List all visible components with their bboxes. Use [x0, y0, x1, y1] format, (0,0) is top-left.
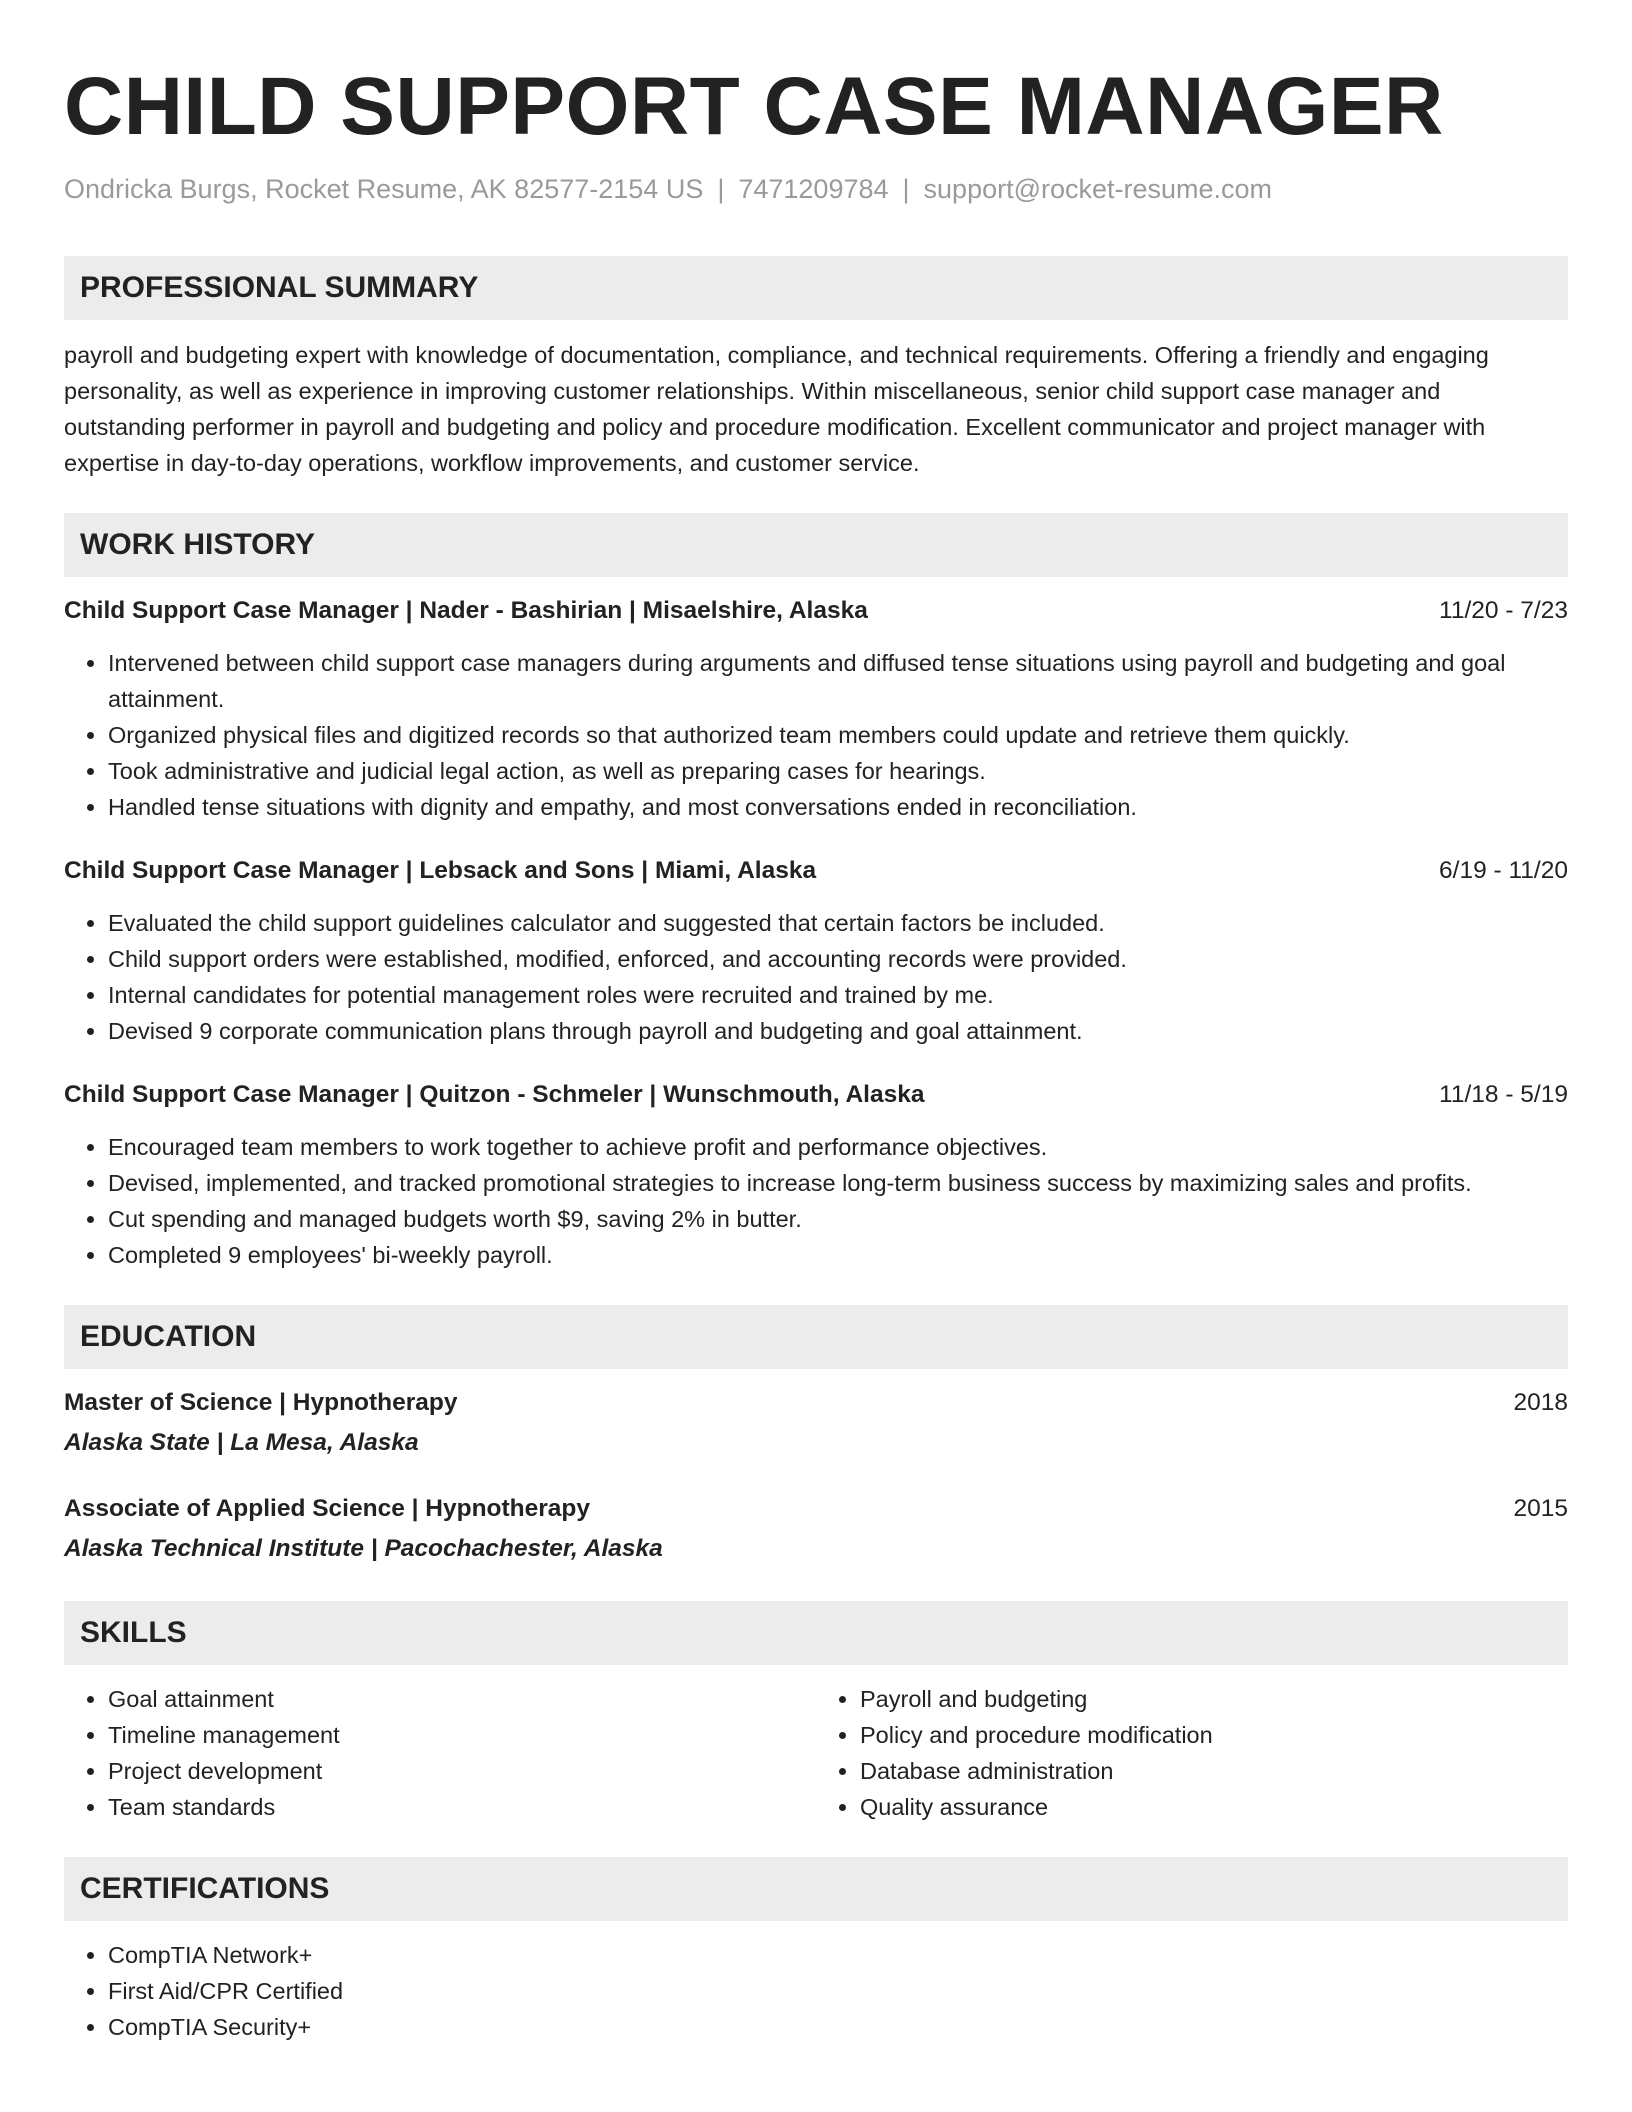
job-dates: 11/20 - 7/23 — [1439, 597, 1568, 624]
job-dates: 6/19 - 11/20 — [1439, 857, 1568, 884]
job-bullet: • Devised, implemented, and tracked promotional strategies to increase long-term business success by maximizing sales and profits. — [108, 1165, 1568, 1201]
education-school: Alaska State | La Mesa, Alaska — [64, 1429, 419, 1456]
job-bullets — [64, 645, 1568, 825]
job-dates: 11/18 - 5/19 — [1439, 1081, 1568, 1108]
education-entry — [64, 1387, 1568, 1459]
certification-item: • CompTIA Network+ — [108, 1937, 1568, 1973]
education-school: Alaska Technical Institute | Pacochachester, Alaska — [64, 1535, 663, 1562]
job-bullet: • Devised 9 corporate communication plans through payroll and budgeting and goal attainment. — [108, 1013, 1568, 1049]
education-year: 2018 — [1513, 1389, 1568, 1416]
job-bullets — [64, 1129, 1568, 1273]
skills-list-left — [64, 1681, 816, 1825]
job-title: Child Support Case Manager | Quitzon - Schmeler | Wunschmouth, Alaska — [64, 1081, 925, 1108]
contact-address: Ondricka Burgs, Rocket Resume, AK 82577-2154 US — [64, 174, 704, 204]
certification-item: • CompTIA Security+ — [108, 2009, 1568, 2045]
job-title: Child Support Case Manager | Lebsack and Sons | Miami, Alaska — [64, 857, 817, 884]
skill-item: • Goal attainment — [108, 1681, 816, 1717]
contact-separator: | — [717, 174, 725, 204]
education-entry — [64, 1493, 1568, 1565]
skills-columns — [64, 1681, 1568, 1825]
contact-email: support@rocket-resume.com — [923, 174, 1273, 204]
skill-item: • Quality assurance — [860, 1789, 1568, 1825]
skill-item: • Database administration — [860, 1753, 1568, 1789]
section-header-certifications: CERTIFICATIONS — [64, 1857, 1568, 1921]
skill-item: • Team standards — [108, 1789, 816, 1825]
job-entry — [64, 595, 1568, 825]
job-bullet: • Organized physical files and digitized records so that authorized team members could update and retrieve them quickly. — [108, 717, 1568, 753]
section-header-education: EDUCATION — [64, 1305, 1568, 1369]
job-title-row — [64, 595, 1568, 627]
certification-item: • First Aid/CPR Certified — [108, 1973, 1568, 2009]
job-bullet: • Cut spending and managed budgets worth $9, saving 2% in butter. — [108, 1201, 1568, 1237]
certifications-list — [64, 1937, 1568, 2045]
job-bullet: • Completed 9 employees' bi-weekly payroll. — [108, 1237, 1568, 1273]
skills-list-right — [816, 1681, 1568, 1825]
job-bullet: • Child support orders were established, modified, enforced, and accounting records were provided. — [108, 941, 1568, 977]
job-bullet: • Internal candidates for potential management roles were recruited and trained by me. — [108, 977, 1568, 1013]
job-title: Child Support Case Manager | Nader - Bashirian | Misaelshire, Alaska — [64, 597, 868, 624]
education-row — [64, 1387, 1568, 1419]
education-year: 2015 — [1513, 1495, 1568, 1522]
skill-item: • Policy and procedure modification — [860, 1717, 1568, 1753]
section-header-work-history: WORK HISTORY — [64, 513, 1568, 577]
job-bullets — [64, 905, 1568, 1049]
job-title-row — [64, 1079, 1568, 1111]
skill-item: • Payroll and budgeting — [860, 1681, 1568, 1717]
job-entry — [64, 1079, 1568, 1273]
skill-item: • Project development — [108, 1753, 816, 1789]
skill-item: • Timeline management — [108, 1717, 816, 1753]
contact-line — [64, 174, 1568, 205]
contact-phone: 7471209784 — [738, 174, 889, 204]
job-entry — [64, 855, 1568, 1049]
section-header-summary: PROFESSIONAL SUMMARY — [64, 256, 1568, 320]
job-bullet: • Evaluated the child support guidelines calculator and suggested that certain factors be included. — [108, 905, 1568, 941]
job-bullet: • Took administrative and judicial legal action, as well as preparing cases for hearings. — [108, 753, 1568, 789]
job-bullet: • Handled tense situations with dignity and empathy, and most conversations ended in reconciliation. — [108, 789, 1568, 825]
summary-text: payroll and budgeting expert with knowledge of documentation, compliance, and technical requirements. Offering a friendly and engaging personality, as well as experience in improving customer relationships. Within miscellaneous, senior child support case manager and outstanding performer in payroll and budgeting and policy and procedure modification. Excellent communicator and project manager with expertise in day-to-day operations, workflow improvements, and customer service. — [64, 342, 1489, 476]
education-row — [64, 1493, 1568, 1525]
job-title-row — [64, 855, 1568, 887]
job-bullet: • Intervened between child support case managers during arguments and diffused tense situations using payroll and budgeting and goal attainment. — [108, 645, 1568, 717]
job-bullet: • Encouraged team members to work together to achieve profit and performance objectives. — [108, 1129, 1568, 1165]
contact-separator: | — [902, 174, 910, 204]
section-header-skills: SKILLS — [64, 1601, 1568, 1665]
education-degree: Master of Science | Hypnotherapy — [64, 1389, 458, 1416]
resume-title: CHILD SUPPORT CASE MANAGER — [64, 61, 1444, 152]
education-degree: Associate of Applied Science | Hypnotherapy — [64, 1495, 591, 1522]
